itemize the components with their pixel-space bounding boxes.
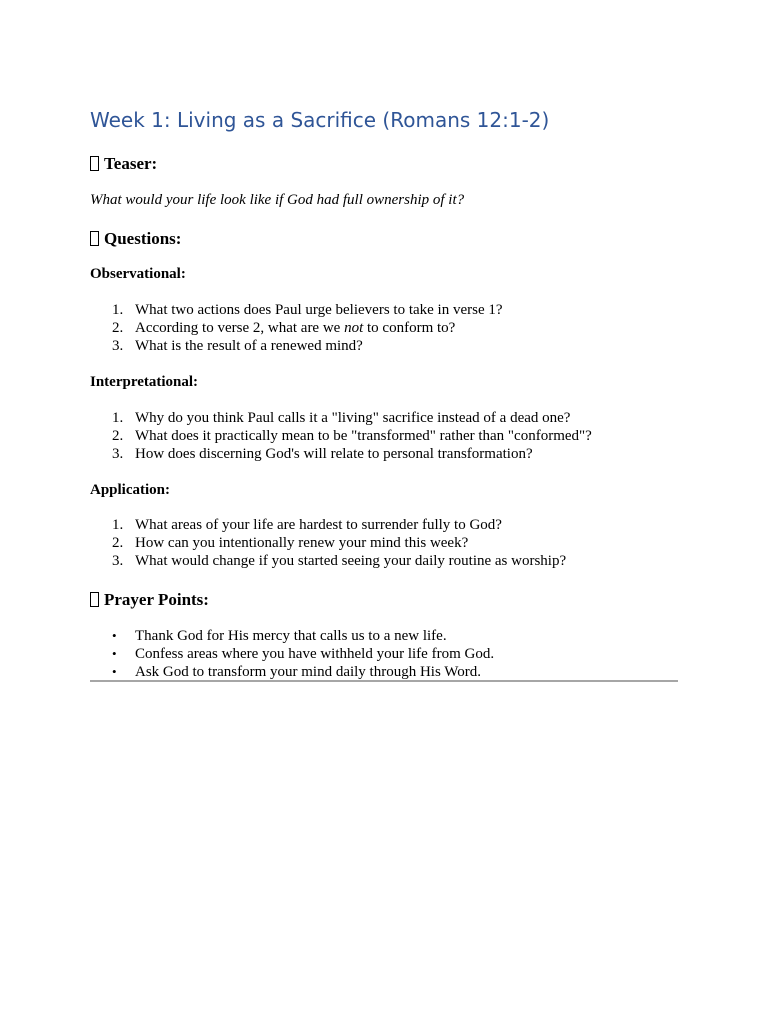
list-item [90, 534, 566, 552]
prayer-point-text: Thank God for His mercy that calls us to a new life. [135, 628, 447, 644]
question-text: What is the result of a renewed mind? [135, 338, 363, 354]
list-number: 2. [112, 320, 124, 336]
bullet: • [112, 628, 117, 643]
prayer-points-list [90, 627, 494, 681]
list-number: 1. [112, 302, 124, 318]
list-item [90, 627, 494, 645]
bullet: • [112, 646, 117, 661]
horizontal-divider [90, 680, 678, 682]
list-item [90, 427, 592, 445]
missing-glyph-icon [90, 592, 99, 607]
teaser-heading-label: Teaser: [104, 154, 158, 173]
list-number: 3. [112, 553, 124, 569]
questions-heading [90, 228, 181, 250]
missing-glyph-icon [90, 156, 99, 171]
question-text: What areas of your life are hardest to surrender fully to God? [135, 517, 502, 533]
question-text-start: According to verse 2, what are we [135, 320, 345, 336]
question-text: How does discerning God's will relate to personal transformation? [135, 446, 533, 462]
list-number: 3. [112, 446, 124, 462]
question-text: What does it practically mean to be "transformed" rather than "conformed"? [135, 428, 592, 444]
list-item [90, 409, 592, 427]
list-item [90, 552, 566, 570]
list-item [90, 445, 592, 463]
list-item [90, 337, 503, 355]
list-number: 2. [112, 535, 124, 551]
list-number: 3. [112, 338, 124, 354]
list-item [90, 645, 494, 663]
question-text-end: to conform to? [363, 320, 456, 336]
question-text: How can you intentionally renew your mind this week? [135, 535, 469, 551]
list-number: 1. [112, 517, 124, 533]
prayer-point-text: Confess areas where you have withheld your life from God. [135, 646, 495, 662]
bullet: • [112, 664, 117, 679]
interpretational-heading: Interpretational: [90, 374, 199, 390]
list-item [90, 319, 503, 337]
question-text: Why do you think Paul calls it a "living" sacrifice instead of a dead one? [135, 410, 571, 426]
application-heading: Application: [90, 482, 171, 498]
list-item [90, 516, 566, 534]
page-title: Week 1: Living as a Sacrifice (Romans 12:1-2) [90, 108, 550, 132]
prayer-points-heading [90, 589, 209, 611]
list-number: 2. [112, 428, 124, 444]
prayer-points-heading-label: Prayer Points: [104, 590, 209, 609]
observational-question-list [90, 301, 503, 355]
teaser-text: What would your life look like if God had full ownership of it? [90, 192, 465, 208]
interpretational-question-list [90, 409, 592, 463]
prayer-point-text: Ask God to transform your mind daily through His Word. [135, 664, 481, 680]
list-item [90, 663, 494, 681]
list-item [90, 301, 503, 319]
application-question-list [90, 516, 566, 570]
emphasis-text: not [344, 320, 364, 336]
question-text: What would change if you started seeing your daily routine as worship? [135, 553, 567, 569]
list-number: 1. [112, 410, 124, 426]
observational-heading: Observational: [90, 266, 186, 282]
questions-heading-label: Questions: [104, 229, 182, 248]
teaser-heading [90, 153, 157, 175]
question-text: What two actions does Paul urge believers to take in verse 1? [135, 302, 503, 318]
missing-glyph-icon [90, 231, 99, 246]
